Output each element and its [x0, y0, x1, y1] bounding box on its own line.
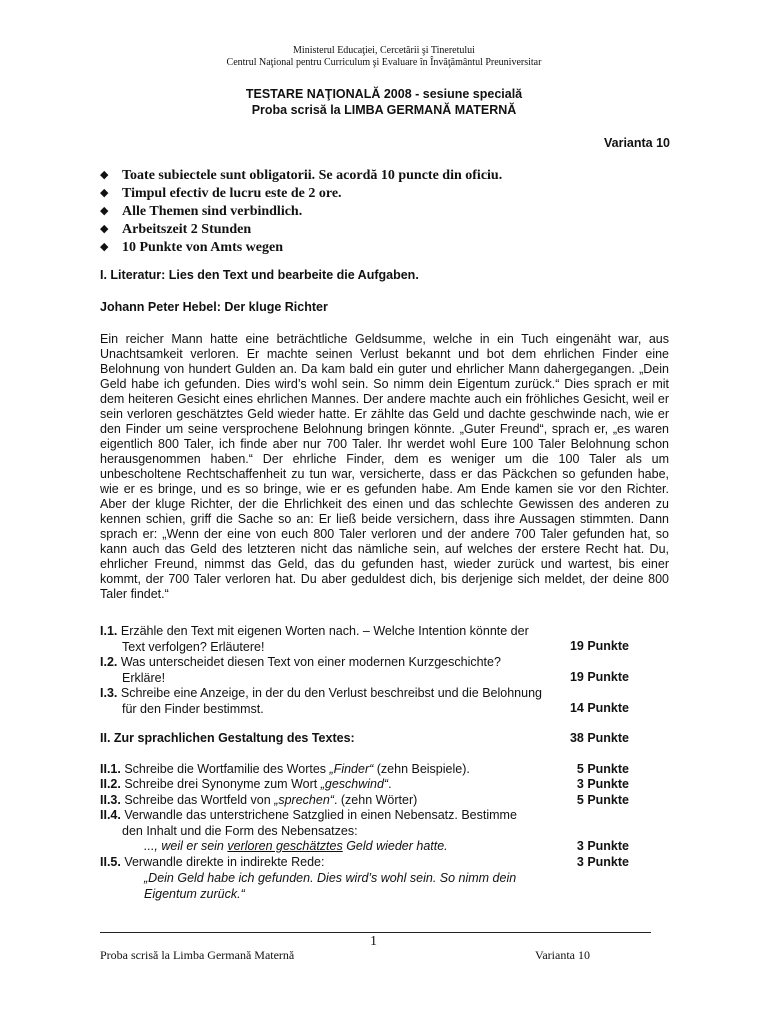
page-number: 1: [370, 934, 377, 949]
diamond-bullet-icon: ◆: [100, 187, 109, 199]
diamond-bullet-icon: ◆: [100, 223, 109, 235]
header-ministry: Ministerul Educaţiei, Cercetării şi Tineretului: [293, 45, 475, 56]
story-title: Johann Peter Hebel: Der kluge Richter: [100, 300, 328, 314]
footer-divider: [100, 932, 651, 933]
task-i1: I.1. Erzähle den Text mit eigenen Worten nach. – Welche Intention könnte der Text verfolgen? Erläutere!: [100, 624, 529, 654]
task-points: 19 Punkte: [569, 639, 629, 653]
rule-item: ◆ Alle Themen sind verbindlich.: [100, 204, 303, 219]
header-center: Centrul Naţional pentru Curriculum şi Evaluare în Învăţământul Preuniversitar: [226, 57, 542, 68]
exam-title: TESTARE NAŢIONALĂ 2008 - sesiune specială: [245, 87, 523, 101]
task-points: 14 Punkte: [569, 701, 629, 715]
underlined-phrase: verloren geschätztes: [227, 839, 343, 853]
task-points: 5 Punkte: [576, 793, 629, 807]
section1-heading: I. Literatur: Lies den Text und bearbeite die Aufgaben.: [100, 268, 419, 282]
diamond-bullet-icon: ◆: [100, 241, 109, 253]
task-i2: I.2. Was unterscheidet diesen Text von einer modernen Kurzgeschichte? Erkläre!: [100, 655, 501, 685]
rule-item: ◆ Toate subiectele sunt obligatorii. Se acordă 10 puncte din oficiu.: [100, 168, 503, 183]
rule-item: ◆ 10 Punkte von Amts wegen: [100, 240, 284, 255]
footer-left-text: Proba scrisă la Limba Germană Maternă: [100, 948, 295, 962]
task-points: 19 Punkte: [569, 670, 629, 684]
task-ii5-example: „Dein Geld habe ich gefunden. Dies wird’s wohl sein. So nimm dein Eigentum zurück.“: [144, 871, 517, 901]
task-ii4: II.4. Verwandle das unterstrichene Satzglied in einen Nebensatz. Bestimme den Inhalt und die Form des Nebensatzes:: [100, 808, 517, 838]
task-i3: I.3. Schreibe eine Anzeige, in der du den Verlust beschreibst und die Belohnung für den Finder bestimmst.: [100, 686, 542, 716]
rules-list: [100, 166, 502, 256]
variant-label: Varianta 10: [603, 136, 670, 150]
section2-heading: II. Zur sprachlichen Gestaltung des Textes:: [100, 731, 355, 745]
diamond-bullet-icon: ◆: [100, 169, 109, 181]
task-ii5: II.5. Verwandle direkte in indirekte Rede:: [100, 855, 325, 869]
task-ii3: II.3. Schreibe das Wortfeld von „sprechen“. (zehn Wörter): [100, 793, 418, 807]
story-text: Ein reicher Mann hatte eine beträchtliche Geldsumme, welche in ein Tuch eingenäht war, aus Unachtsamkeit verloren. Er machte seinen Verlust bekannt und bot dem ehrlichen Finder eine Belohnung von hundert Gulden an. Da kam bald ein guter und ehrlicher Mann dahergegangen. „Dein Geld habe ich gefunden. Dies wird’s wohl sein. So nimm dein Eigentum zurück.“ Dies sprach er mit dem heiteren Gesicht eines ehrlichen Mannes. Der andere machte auch ein fröhliches Gesicht, weil er sein verloren geschätztes Geld wieder hatte. Er zählte das Geld und dachte geschwinde nach, wie er den Finder um seine versprochene Belohnung bringen könnte. „Guter Freund“, sprach er, „es waren eigentlich 800 Taler, ich finde aber nur 700 Taler. Ihr werdet wohl Eure 100 Taler Belohnung schon herausgenommen haben.“ Der ehrliche Finder, dem es weniger um die 100 Taler als um unbescholtene Rechtschaffenheit zu tun war, versicherte, dass er das Päckchen so gefunden habe, wie er es bringe, und es so bringe, wie er es gefunden habe. Am Ende kamen sie vor den Richter. Aber der kluge Richter, der die Ehrlichkeit des einen und das schlechte Gewissen des anderen zu kennen schien, griff die Sache so an: Er ließ beide versichern, dass ihre Aussagen stimmten. Dann sprach er: „Wenn der eine von euch 800 Taler verloren und der andere 700 Taler gefunden hat, so kann auch das Geld des letzteren nicht das nämliche sein, auf welches der erstere Recht hat. Du, ehrlicher Freund, nimmst das Geld, das du gefunden hast, wieder zurück und wartest, bis einer kommt, der 700 Taler verloren hat. Du aber geduldest dich, bis derjenige sich meldet, der deine 800 Taler findet.“: [100, 332, 669, 601]
rule-item: ◆ Timpul efectiv de lucru este de 2 ore.: [100, 186, 342, 201]
task-ii1: II.1. Schreibe die Wortfamilie des Wortes „Finder“ (zehn Beispiele).: [100, 762, 470, 776]
task-points: 5 Punkte: [576, 762, 629, 776]
task-ii4-example: ..., weil er sein verloren geschätztes Geld wieder hatte.: [144, 839, 448, 853]
task-points: 3 Punkte: [576, 839, 629, 853]
task-ii2: II.2. Schreibe drei Synonyme zum Wort „geschwind“.: [100, 777, 392, 791]
section2-points: 38 Punkte: [569, 731, 629, 745]
diamond-bullet-icon: ◆: [100, 205, 109, 217]
task-points: 3 Punkte: [576, 777, 629, 791]
task-points: 3 Punkte: [576, 855, 629, 869]
footer-variant: Varianta 10: [535, 948, 590, 962]
rule-item: ◆ Arbeitszeit 2 Stunden: [100, 222, 252, 237]
exam-subtitle: Proba scrisă la LIMBA GERMANĂ MATERNĂ: [251, 103, 517, 117]
